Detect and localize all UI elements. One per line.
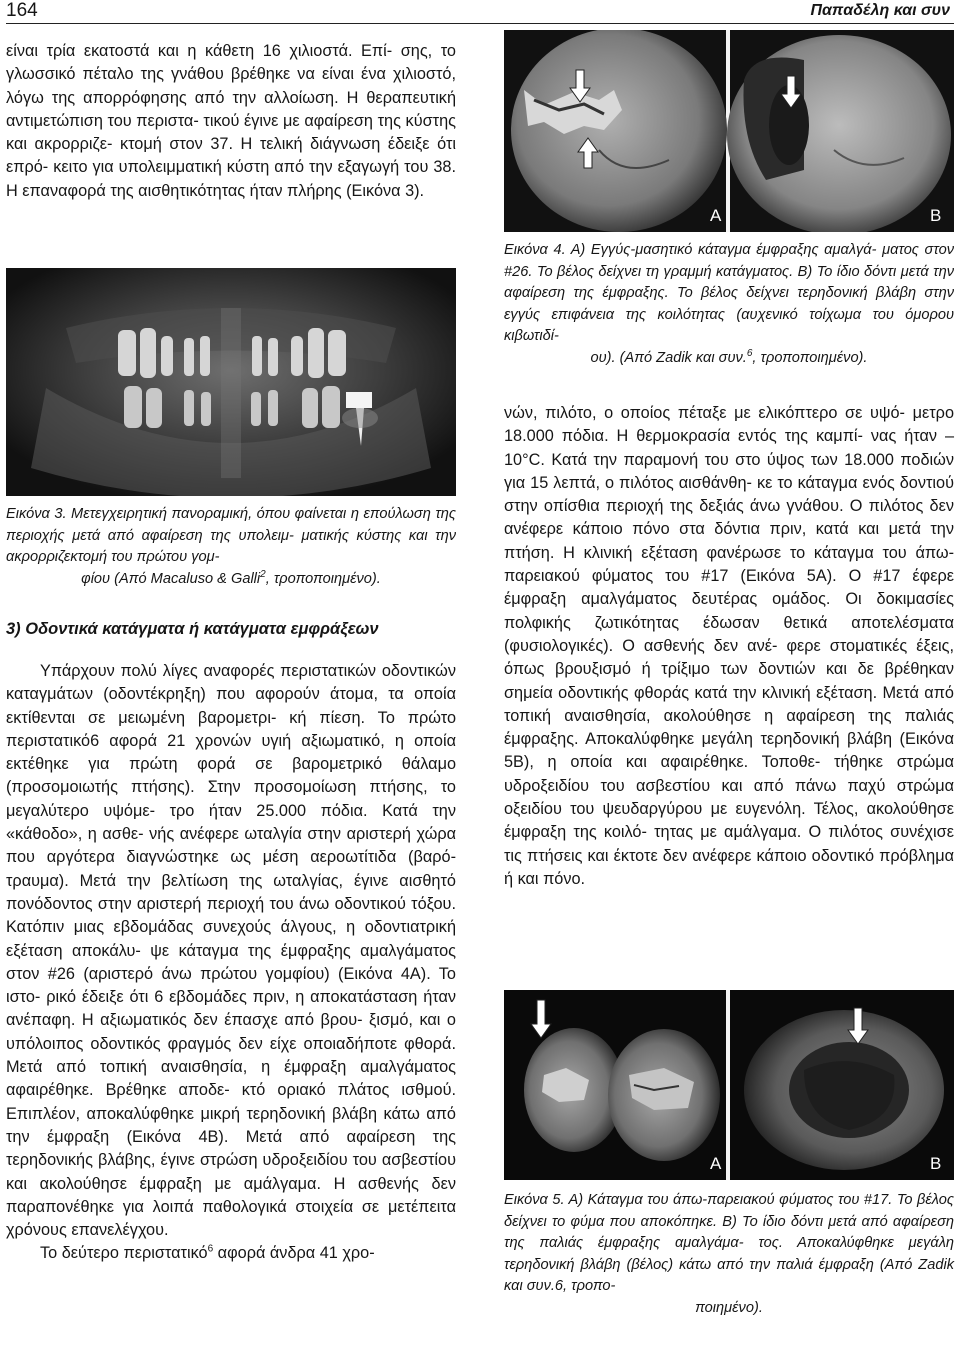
caption-line: Εικόνα 3. Μετεγχειρητική πανοραμική, όπου φαίνεται η (6, 506, 359, 522)
text-line: πάνω παχύ στρώμα οξειδίου του ψευδαργύρου με (504, 776, 954, 819)
text-line: υγιή αξιωματικό, η οποία εκτέθηκε για πρώτη φορά (6, 731, 457, 774)
text-line: και έκτοτε δεν ανέφερε κάποιο οδοντικό πρόβλημα (587, 846, 954, 865)
right-body (504, 402, 954, 891)
figure4-caption (504, 240, 954, 369)
caption-text (6, 504, 456, 569)
text-line: νής ανέφερε ωταλγία στην αριστερή χώρα που (6, 825, 457, 867)
text-line: κε το κάταγμα ενός δοντιού στην οπίσθια περιοχή (504, 473, 955, 516)
text-line: κή πίεση. Το πρώτο περιστατικό6 αφορά 21 χρονών (6, 708, 456, 750)
text-line: έμφραξης. Αποκαλύφθηκε μεγάλη τερηδονική (504, 730, 840, 749)
text-line: (Εικόνα 4Β). Μετά από αφαίρεση της τερηδονικής (6, 1127, 456, 1170)
text-line: ήταν ανέπαφη. Η αξιωματικός δεν έπασχε από βρου- (6, 988, 456, 1030)
left-body (6, 660, 456, 1266)
caption-source: φίου (Από Macaluso & Galli (81, 570, 261, 587)
caption-line: Εικόνα 4. Α) Εγγύς-μασητικό κάταγμα έμφραξης αμαλγά- (504, 242, 877, 258)
text-line: αργότερα διαγνώστηκε ως μέση αεροωτίτιδα (βαρό- (46, 848, 456, 867)
figure4-label-a: Α (710, 206, 722, 225)
text-line: τήθηκε στρώμα υδροξειδίου του ασβεστίου και από (504, 753, 954, 795)
text-line: των δοντιών και δε βρέθηκαν σημεία οδοντικής (504, 660, 955, 702)
text-line: Στην προσομοίωση πτήσης, το μεγαλύτερο υψόμε- (6, 778, 456, 820)
text-line: οδοντικών καταγμάτων (οδοντέκρηξη) που αφορούν (6, 662, 456, 704)
text-line: ρικό έδειξε ότι 6 εβδομάδες πριν, η αποκατάσταση (46, 988, 418, 1007)
text-line: μετέπειτα χρόνους επανελέγχου. (6, 1197, 456, 1240)
paragraph-continued (6, 40, 456, 203)
caption-line: τος. Αποκαλύφθηκε μεγάλη τερηδονική βλάβη (βέλος) (504, 1235, 954, 1273)
text-line: κειτο για υπολειμματική κύστη από την εξαγωγή του (53, 158, 429, 177)
figure5-caption (504, 1190, 954, 1319)
text-line: αποτελέσματα (φυσιολογικές). Ο ασθενής δεν ανέ- (504, 613, 955, 655)
paragraph-second-case (504, 402, 954, 891)
text-line: έφερε έμφραξη αμαλγάματος δευτέρας ομάδος. Οι (504, 567, 954, 609)
text-line: και ακολούθησε έμφραξη με αμάλγαμα. Η ασθενής (6, 1174, 419, 1193)
text-line: άτομα, τα οποία εκτίθενται σε μειωμένη βαρομετρι- (6, 685, 456, 727)
caption-line: Εικόνα 5. Α) Κάταγμα του άπω-παρειακού φύματος του (504, 1192, 860, 1208)
figure5-label-a: Α (710, 1154, 722, 1173)
paragraph-second-case-start (6, 1242, 456, 1265)
text-line: τραυμα). Μετά την βελτίωση της ωταλγίας, έγινε (6, 871, 389, 890)
text-line: αλλοίωση. Η θεραπευτική αντιμετώπιση του περιστα- (6, 88, 457, 130)
running-title: Παπαδέλη και συν (810, 2, 950, 19)
section-heading-block (6, 620, 456, 639)
text-line: άπω-παρειακού φύματος του #17 (Εικόνα 5Α). Ο #17 (504, 543, 954, 586)
caption-source-end: , τροποποιημένο). (752, 349, 868, 366)
caption-line: δόντι μετά από αφαίρεση της παλιάς έμφραξης αμαλγάμα- (504, 1213, 954, 1251)
caption-line: ματος στον #26. Το βέλος δείχνει τη γραμμή κατάγματος. (504, 242, 954, 280)
text-line: τητας με αμάλγαμα. Ο πιλότος συνέχισε τις πτήσεις (504, 823, 954, 865)
text-line: κτό οριακό πλάτος ισθμού. Επιπλέον, αποκαλύφθηκε (6, 1081, 456, 1123)
text-line: δεν παραπονέθηκε για λοιπά παθολογικά στοιχεία σε (6, 1174, 456, 1216)
text-line: της δεξιάς άνω γνάθου. Ο πιλότος δεν ανέφερε (504, 497, 954, 539)
text-line: 38. Η επαναφορά της αισθητικότητας ήταν πλήρης (6, 158, 456, 200)
left-top-paragraph (6, 40, 456, 203)
paragraph-first-case (6, 660, 456, 1242)
reference-superscript: 2 (260, 568, 266, 580)
reference-superscript: 6 (746, 347, 753, 359)
text-line: ψε κάταγμα της έμφραξης αμαλγάματος στον #26 (6, 941, 456, 983)
text-line: συνεχούς άλγους, η οδοντιατρική εξέταση αποκάλυ- (6, 918, 457, 960)
text-line: πτήση. Η κλινική εξέταση φανέρωσε το κάταγμα του (504, 543, 907, 562)
caption-last-line (6, 569, 456, 591)
caption-line: βέλος δείχνει τερηδονική βλάβη στην εγγύς επιφάνεια (504, 285, 955, 323)
caption-last-line: ποιημένο). (695, 1299, 763, 1316)
text-line: βλάβης, έγινε στρώση υδροξειδίου του ασβεστίου (97, 1151, 456, 1170)
text-line: (αριστερό άνω πρώτου γομφίου) (Εικόνα 4Α). Το ιστο- (6, 964, 456, 1007)
text-line: Το δεύτερο περιστατικό (40, 1244, 208, 1263)
text-line: ξισμό, και ο υπόλοιπος οδοντικός φραγμός δεν είχε (6, 1011, 456, 1053)
caption-line: Β) Το ίδιο δόντι μετά την αφαίρεση της έμφραξης. Το (504, 263, 954, 301)
figure5-label-b: Β (930, 1154, 942, 1173)
text-line: φθοράς κατά την κλινική εξέταση. Μετά από τοπική (504, 683, 954, 725)
text-line: αναισθησία, ακολούθησε η αφαίρεση της παλιάς (564, 706, 954, 725)
text-line: μετρο 18.000 πόδια. Η θερμοκρασία εντός της καμπί- (504, 404, 954, 446)
text-line: νας ήταν –10°C. Κατά την παραμονή του στο ύψος (504, 427, 954, 469)
text-line: μικρή τερηδονική βλάβη κάτω από την έμφραξη (6, 1104, 456, 1146)
text-line: βλάβη (Εικόνα 5Β), η οποία και αφαιρέθηκε. Τοποθε- (504, 730, 954, 772)
text-line: τρο ήταν 25.000 πόδια. Κατά την «κάθοδο», η ασθε- (6, 801, 456, 844)
text-line: οποιαδήποτε φθορά. Μετά από τοπική αναισθησία, η (6, 1034, 456, 1077)
text-line: (Εικόνα 3). (346, 181, 425, 200)
caption-last-line (504, 348, 954, 370)
text-line: δοκιμασίες πολφικής ζωτικότητας έδωσαν θετικά (504, 590, 954, 632)
text-line: των 18.000 ποδιών για 15 λεπτά, ο πιλότος αισθάνθη- (504, 450, 954, 492)
text-line: τικού έγινε με αφαίρεση της κύστης και ακρορριζε- (6, 111, 456, 154)
caption-line: της κοιλότητας (αυχενικό τοίχωμα του όμορου κιβωτιδί- (504, 306, 954, 344)
text-line: νών, πιλότο, ο οποίος πέταξε με ελικόπτερο σε υψό- (504, 404, 905, 422)
figure4-photo (504, 30, 954, 232)
figure4-label-b: Β (930, 206, 942, 225)
text-line: κάποιο πόνο στα δόντια πριν, κατά και μετά την (572, 520, 954, 539)
text-line: έμφραξη αμαλγάματος αφαιρέθηκε. Βρέθηκε αποδε- (6, 1058, 456, 1100)
caption-source-end: , τροποποιημένο). (265, 570, 381, 587)
text-line: αφορά άνδρα 41 χρο- (213, 1244, 375, 1263)
caption-line: ματικής κύστης και την ακρορριζεκτομή του πρώτου γομ- (6, 527, 456, 565)
caption-text (504, 240, 954, 348)
figure3-caption (6, 504, 456, 590)
text-line: κτομή στον 37. Η τελική διάγνωση έδειξε ότι επρό- (6, 135, 456, 177)
section-heading: 3) Οδοντικά κατάγματα ή κατάγματα εμφράξεων (6, 620, 379, 638)
text-line: φερε στοματικές έξεις, όπως βρουξισμό ή τρίξιμο (504, 636, 954, 679)
text-line: ευγενόλη. Τέλος, ακολούθησε έμφραξη της κοιλό- (504, 800, 954, 842)
caption-text (504, 1190, 954, 1298)
caption-line: κάτω από την παλιά έμφραξη (Από Zadik και συν.6, τροπο- (504, 1256, 954, 1294)
text-line: σε βαρομετρικό θάλαμο (προσομοιωτής πτήσης). (6, 755, 456, 797)
caption-line: #17. Το βέλος δείχνει το φύμα που αποκόπηκε. Β) Το ίδιο (504, 1192, 954, 1230)
text-line: είναι ένα χιλιοστό, λόγω της απορρόφησης από την (6, 65, 456, 107)
text-line: άνω οδοντικού τόξου. Κατόπιν μιας εβδομάδας (6, 894, 456, 937)
text-line: σης, το γλωσσικό πέταλο της γνάθου βρέθηκε να (6, 42, 456, 84)
caption-line: επούλωση της περιοχής μετά από αφαίρεση της υπολειμ- (6, 506, 456, 544)
page-number: 164 (6, 0, 38, 21)
text-line: Υπάρχουν πολύ λίγες αναφορές περιστατικών (40, 662, 377, 680)
reference-superscript: 6 (207, 1244, 214, 1255)
caption-source: ου). (Από Zadik και συν. (590, 349, 747, 366)
text-line: ή και πόνο. (504, 869, 586, 888)
figure5-photo (504, 990, 954, 1180)
text-line: είναι τρία εκατοστά και η κάθετη 16 χιλιοστά. Επί- (6, 42, 393, 60)
figure3-panoramic-xray (6, 268, 456, 496)
header-rule (6, 23, 954, 24)
text-line: αισθητό πονόδοντος στην αριστερή περιοχή του (6, 871, 456, 913)
